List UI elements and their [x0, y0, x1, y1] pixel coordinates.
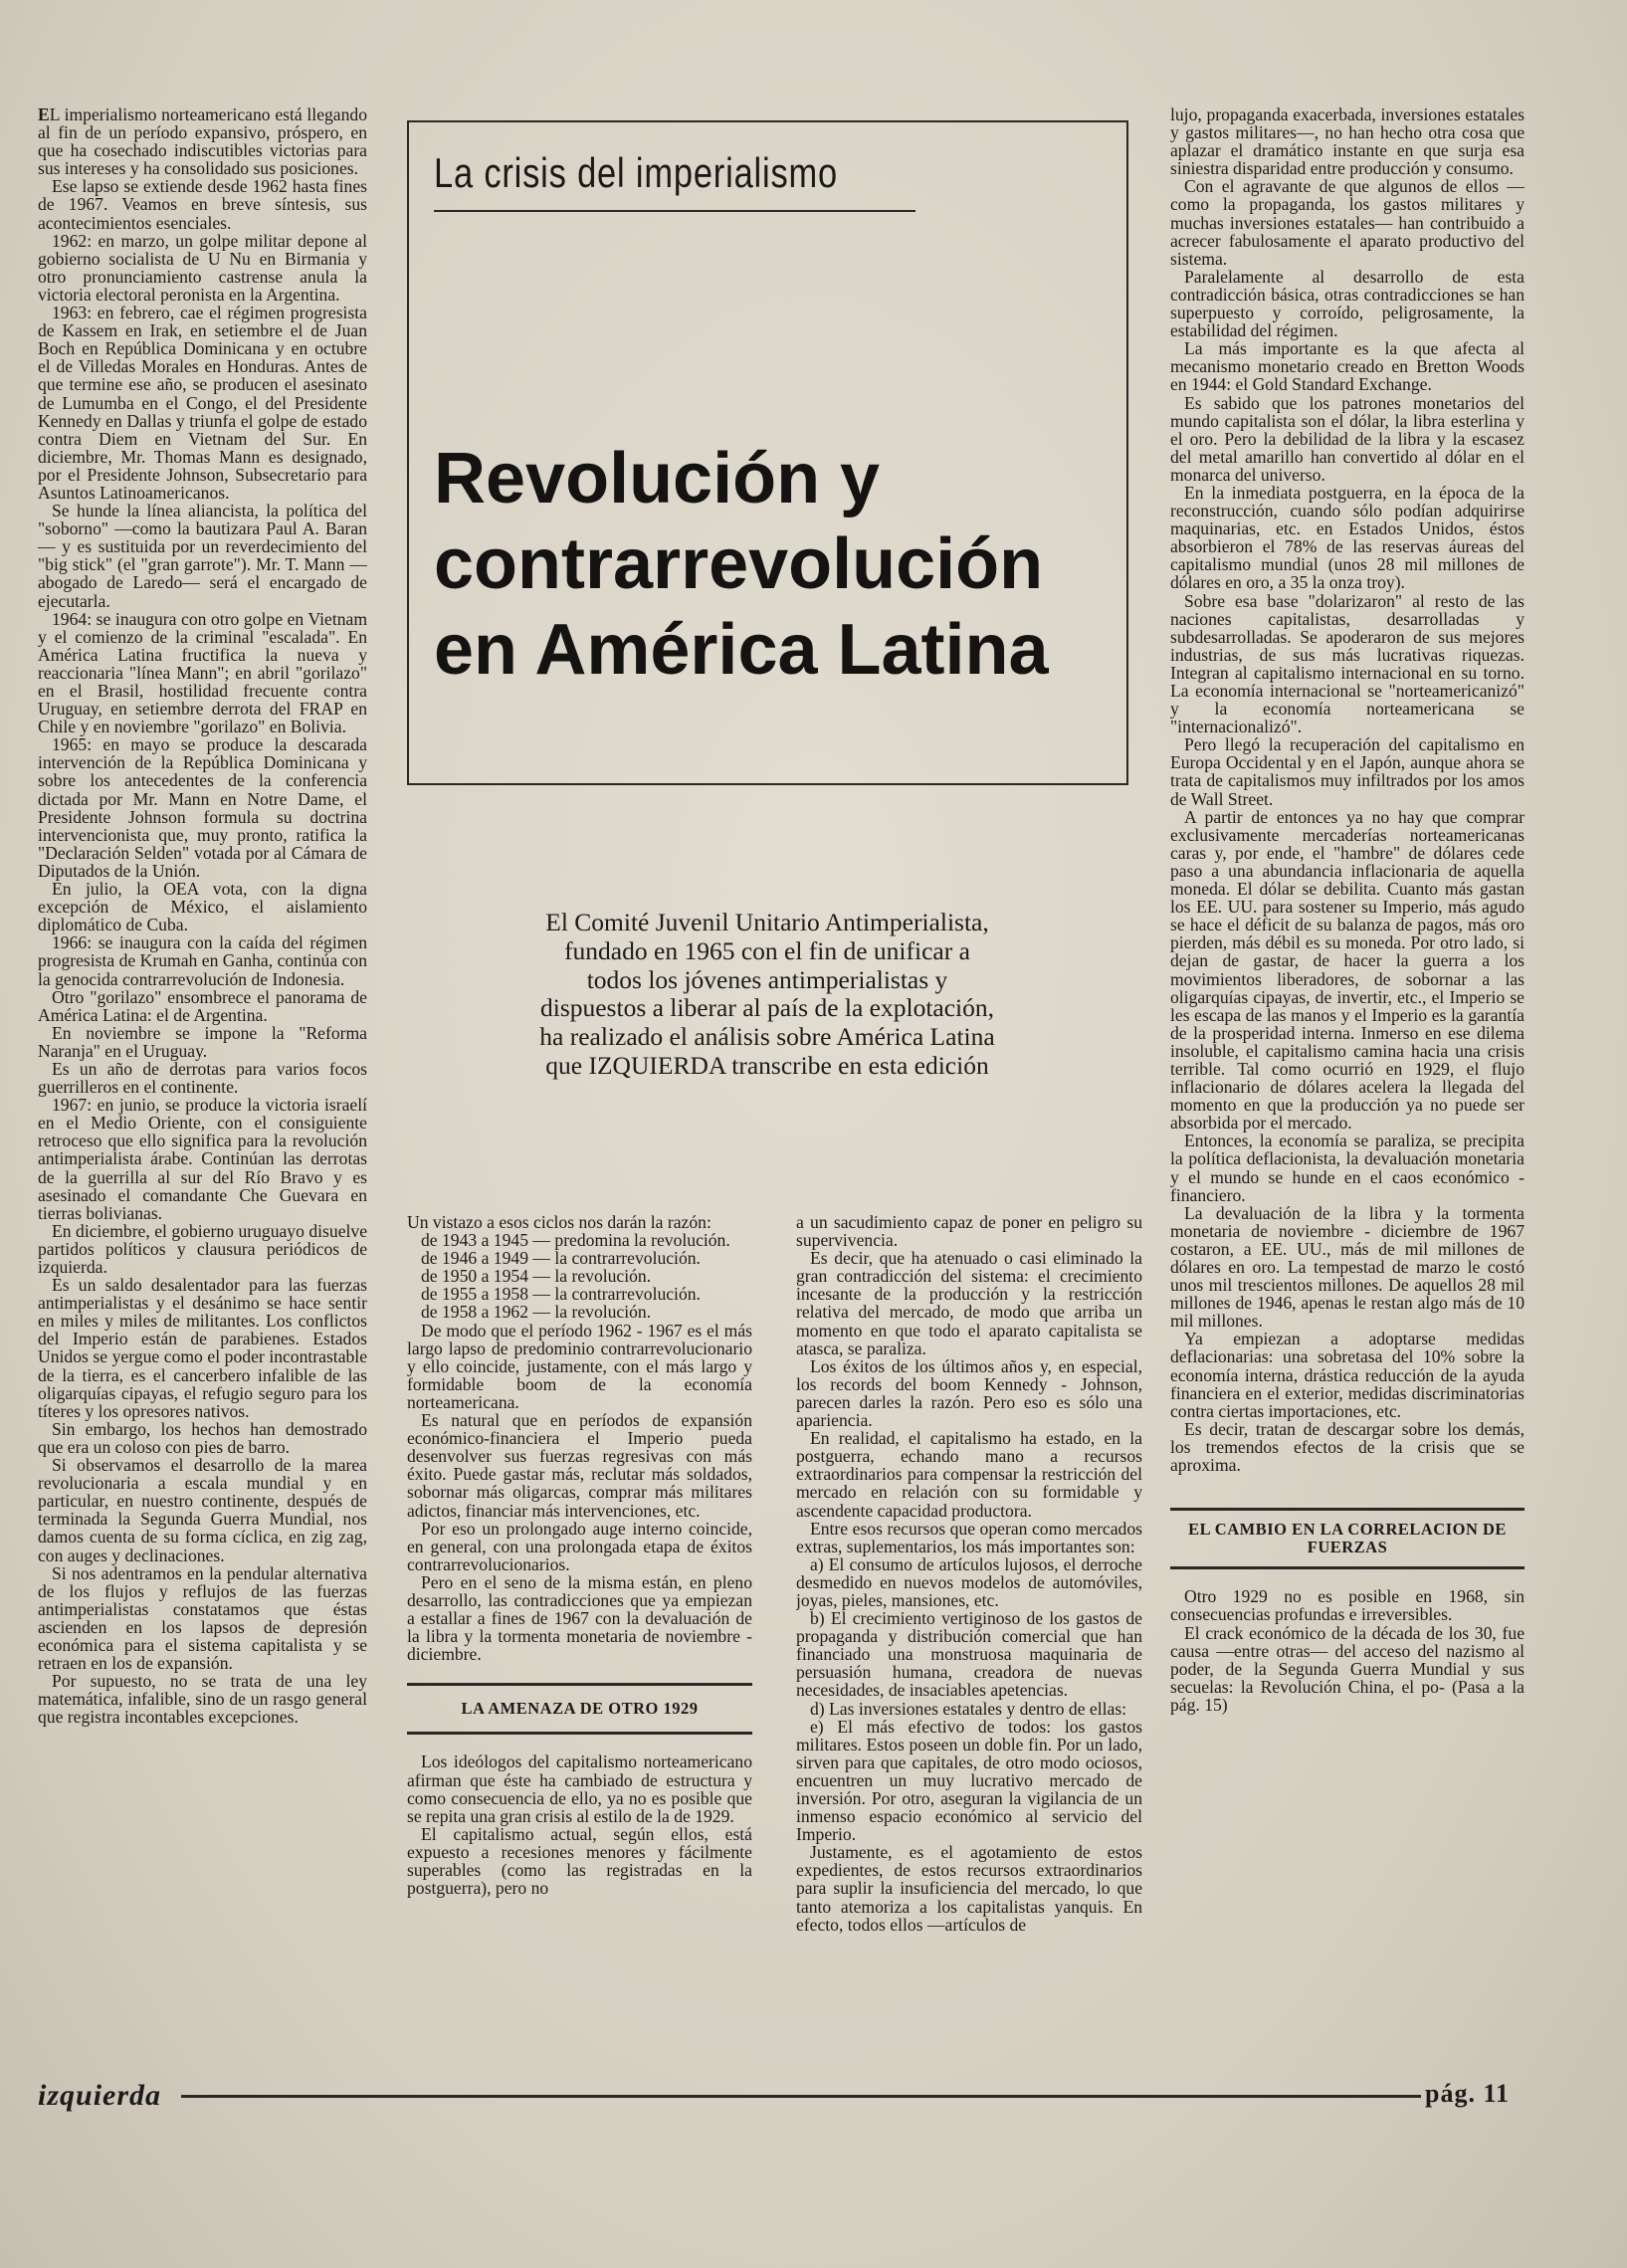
paragraph: Si nos adentramos en la pendular alternativa de los flujos y reflujos de las fuerzas antimperialistas constatamos que éstas ascienden en los lapsos de depresión económica para el sistema capitalista y se retraen en los de expansión. [38, 1562, 367, 1674]
drop-cap: E [38, 105, 50, 124]
cycle-text: la contrarrevolución. [554, 1284, 701, 1305]
paragraph: 1964: se inaugura con otro golpe en Vietnam y el comienzo de la criminal "escalada". En América Latina fructifica la nueva y reaccionaria "línea Mann"; en abril "gorilazo" en el Brasil, hostilidad frecuente contra Uruguay, en setiembre derrota del FRAP en Chile y en noviembre "gorilazo" en Bolivia. [38, 608, 367, 737]
cycle-text: la contrarrevolución. [554, 1248, 701, 1269]
section-rule-top [1170, 1508, 1525, 1511]
headline-line-3: en América Latina [434, 610, 1049, 690]
kicker-underline [434, 210, 915, 212]
article-deck: El Comité Juvenil Unitario Antimperialista, fundado en 1965 con el fin de unificar a todos los jóvenes antimperialistas y dispuestos a liberar al país de la explotación, ha realizado el análisis sobre América Latina que IZQUIERDA transcribe en esta edición [539, 908, 995, 1080]
paragraph: Otro 1929 no es posible en 1968, sin consecuencias profundas e irreversibles. [1170, 1586, 1525, 1625]
cycle-years: de 1946 a 1949 [421, 1248, 528, 1269]
paragraph: Es un saldo desalentador para las fuerzas antimperialistas y el desánimo se hace sentir en miles y miles de militantes. Los conflictos del Imperio están de parabienes. Estados Unidos se yergue como el poder incontrastable de la tierra, es el cancerbero infalible de las oligarquías cipayas, el refugio seguro para los títeres y los opresores nativos. [38, 1275, 367, 1421]
paragraph: Entonces, la economía se paraliza, se precipita la política deflacionista, la devaluación monetaria y el mundo se hunde en el caos económico - financiero. [1170, 1131, 1525, 1205]
paragraph: Con el agravante de que algunos de ellos —como la propaganda, los gastos militares y muchas inversiones estatales— han contribuido a acrecer fabulosamente el aparato productivo del sistema. [1170, 176, 1525, 269]
headline-line-2: contrarrevolución [434, 524, 1044, 604]
headline-line-1: Revolución y [434, 439, 881, 518]
section-rule-bottom [407, 1732, 752, 1735]
cycle-line [407, 1303, 752, 1321]
paragraph: El capitalismo actual, según ellos, está expuesto a recesiones menores y fácilmente superables (como las registradas en la postguerra), pero no [407, 1823, 752, 1899]
article-column-4 [1170, 105, 1525, 2076]
article-column-1 [38, 105, 367, 2076]
paragraph: En la inmediata postguerra, en la época de la reconstrucción, cuando sólo podían adquirirse maquinarias, etc. en Estados Unidos, éstos absorbieron el 78% de las reservas áureas del capitalismo mundial (unos 28 mil millones de dólares en oro, a 35 la onza troy). [1170, 482, 1525, 593]
page-number: pág. 11 [1425, 2079, 1511, 2108]
cycle-years: de 1958 a 1962 [421, 1302, 528, 1323]
paragraph-text: L imperialismo norteamericano está llegando al fin de un período expansivo, próspero, en que ha cosechado indiscutibles victorias para sus intereses y ha consolidado sus posiciones. [38, 105, 367, 179]
paragraph [38, 105, 367, 177]
paragraph: Entre esos recursos que operan como mercados extras, suplementarios, los más importantes son: [796, 1518, 1142, 1556]
paragraph: 1963: en febrero, cae el régimen progresista de Kassem en Irak, en setiembre el de Juan Boch en República Dominicana y en octubre el de Villedas Morales en Honduras. Antes de que termine ese año, se producen el asesinato de Lumumba en el Congo, el del Presidente Kennedy en Dallas y triunfa el golpe de estado contra Diem en Vietnam del Sur. En diciembre, Mr. Thomas Mann es designado, por el Presidente Johnson, Subsecretario para Asuntos Latinoamericanos. [38, 303, 367, 503]
paragraph: Sin embargo, los hechos han demostrado que era un coloso con pies de barro. [38, 1418, 367, 1457]
paragraph: La devaluación de la libra y la tormenta monetaria de noviembre - diciembre de 1967 costaron, a EE. UU., más de mil millones de dólares en oro. La tempestad de marzo le costó unos mil trescientos millones. De aquellos 28 mil millones de 1946, apenas le restan algo más de 10 mil millones. [1170, 1202, 1525, 1332]
paragraph: a) El consumo de artículos lujosos, el derroche desmedido en nuevos modelos de automóviles, joyas, pieles, mansiones, etc. [796, 1553, 1142, 1610]
paragraph: Es decir, tratan de descargar sobre los demás, los tremendos efectos de la crisis que se aproxima. [1170, 1418, 1525, 1476]
paragraph: Ese lapso se extiende desde 1962 hasta fines de 1967. Veamos en breve síntesis, sus acontecimientos esenciales. [38, 176, 367, 233]
cycle-line [407, 1267, 752, 1285]
paragraph: lujo, propaganda exacerbada, inversiones estatales y gastos militares—, no han hecho otra cosa que aplazar el dramático instante en que surja esa siniestra disparidad entre producción y consumo. [1170, 105, 1525, 179]
paragraph: 1967: en junio, se produce la victoria israelí en el Medio Oriente, con el consiguiente retroceso que ello significa para la revolución antimperialista árabe. Continúan las derrotas de la guerrilla al sur del Río Bravo y es asesinado el comandante Che Guevara en tierras bolivianas. [38, 1095, 367, 1223]
paragraph: e) El más efectivo de todos: los gastos militares. Estos poseen un doble fin. Por un lado, sirven para que capitales, de otro modo ociosos, encuentren un muy lucrativo mercado de inversión. Por otro, aseguran la vigilancia de un inmenso espacio económico al servicio del Imperio. [796, 1716, 1142, 1845]
cycle-line [407, 1231, 752, 1249]
cycle-dash: — [528, 1302, 555, 1323]
paragraph: Es un año de derrotas para varios focos guerrilleros en el continente. [38, 1058, 367, 1098]
paragraph: En realidad, el capitalismo ha estado, en la postguerra, echando mano a recursos extraordinarios para compensar la restricción del mercado en relación con su formidable y ascendente capacidad productora. [796, 1428, 1142, 1521]
section-rule-top [407, 1683, 752, 1686]
paragraph: Se hunde la línea aliancista, la política del "soborno" —como la bautizara Paul A. Baran— y es sustituida por un reverdecimiento del "big stick" (el "gran garrote"). Mr. T. Mann —abogado de Laredo— será el encargado de ejecutarla. [38, 501, 367, 611]
paragraph: A partir de entonces ya no hay que comprar exclusivamente mercaderías norteamericanas caras y, por ende, el "hambre" de dólares cede paso a una abundancia inflacionaria de aquella moneda. El dólar se debilita. Cuanto más gastan los EE. UU. para sostener su Imperio, más agudo se hace el déficit de su balanza de pagos, más oro pierden, más débil es su moneda. Por otro lado, si dejan de gastar, de hacer la guerra a los movimientos liberadores, de sobornar a las oligarquías cipayas, de invertir, etc., el Imperio se les escapa de las manos y el Imperio es la garantía de la prosperidad interna. Inmerso en ese dilema insoluble, el capitalismo camina hacia una crisis terrible. Tal como ocurrió en 1929, el flujo inflacionario de dólares acelera la llegada del momento en que la producción ya no puede ser absorbida por el mercado. [1170, 806, 1525, 1134]
paragraph: a un sacudimiento capaz de poner en peligro su supervivencia. [796, 1213, 1142, 1251]
paragraph: Un vistazo a esos ciclos nos darán la razón: [407, 1213, 712, 1232]
paragraph: Otro "gorilazo" ensombrece el panorama de América Latina: el de Argentina. [38, 986, 367, 1025]
cycle-years: de 1955 a 1958 [421, 1284, 528, 1305]
paragraph: Ya empiezan a adoptarse medidas deflacionarias: una sobretasa del 10% sobre la economía interna, drástica reducción de la ayuda financiera en el exterior, medidas discriminatorias contra ciertas importaciones, etc. [1170, 1329, 1525, 1421]
paragraph: 1962: en marzo, un golpe militar depone al gobierno socialista de U Nu en Birmania y otro pronunciamiento castrense anula la victoria electoral peronista en la Argentina. [38, 230, 367, 305]
section-rule-bottom [1170, 1566, 1525, 1569]
paragraph: Si observamos el desarrollo de la marea revolucionaria a escala mundial y en particular, en nuestro continente, después de terminada la Segunda Guerra Mundial, nos damos cuenta de su forma cíclica, en zig zag, con auges y declinaciones. [38, 1455, 367, 1565]
magazine-name: izquierda [38, 2079, 162, 2112]
cycle-text: la revolución. [554, 1302, 652, 1323]
paragraph: En julio, la OEA vota, con la digna excepción de México, el aislamiento diplomático de Cuba. [38, 879, 367, 935]
paragraph: Sobre esa base "dolarizaron" al resto de las naciones capitalistas, desarrolladas y subdesarrolladas. Se apoderaron de sus mejores industrias, de sus más lucrativas riquezas. Integran al capitalismo internacional en su torno. La economía internacional se "norteamericanizó" y la economía norteamericana se "internacionalizó". [1170, 590, 1525, 737]
paragraph: Los ideólogos del capitalismo norteamericano afirman que éste ha cambiado de estructura y como consecuencia de ello, ya no es posible que se repita una gran crisis al estilo de la de 1929. [407, 1752, 752, 1826]
footer-rule [181, 2095, 1421, 2098]
paragraph: En noviembre se impone la "Reforma Naranja" en el Uruguay. [38, 1022, 367, 1061]
paragraph: Es sabido que los patrones monetarios del mundo capitalista son el dólar, la libra esterlina y el oro. Pero la debilidad de la libra y la escasez del metal amarillo han convertido al dólar en el monarca del universo. [1170, 392, 1525, 485]
section-kicker: La crisis del imperialismo [434, 149, 839, 196]
cycle-years: de 1950 a 1954 [421, 1266, 528, 1287]
paragraph: Es decir, que ha atenuado o casi eliminado la gran contradicción del sistema: el crecimiento incesante de la producción y la restricción relativa del mercado, de modo que arriba un momento en que todo el aparato capitalista se atasca, se paraliza. [796, 1248, 1142, 1358]
cycle-line [407, 1285, 752, 1303]
cycle-line [407, 1249, 752, 1267]
section-heading: EL CAMBIO EN LA CORRELACION DE FUERZAS [1188, 1520, 1507, 1557]
cycle-dash: — [528, 1230, 555, 1251]
paragraph: Justamente, es el agotamiento de estos expedientes, de estos recursos extraordinarios para suplir la insuficiencia del mercado, lo que tanto atemoriza a los capitalistas yanquis. En efecto, todos ellos —artículos de [796, 1842, 1142, 1935]
paragraph: La más importante es la que afecta al mecanismo monetario creado en Bretton Woods en 1944: el Gold Standard Exchange. [1170, 338, 1525, 395]
cycle-text: la revolución. [554, 1266, 652, 1287]
paragraph: Por eso un prolongado auge interno coincide, en general, con una prolongada etapa de éxitos contrarrevolucionarios. [407, 1518, 752, 1574]
article-column-3 [796, 1213, 1142, 2055]
paragraph: Pero llegó la recuperación del capitalismo en Europa Occidental y en el Japón, aunque ahora se trata de capitalismos muy infiltrados por los amos de Wall Street. [1170, 734, 1525, 809]
cycle-years: de 1943 a 1945 [421, 1230, 528, 1251]
paragraph: Paralelamente al desarrollo de esta contradicción básica, otras contradicciones se han superpuesto y corroído, peligrosamente, la estabilidad del régimen. [1170, 266, 1525, 341]
paragraph: 1966: se inaugura con la caída del régimen progresista de Krumah en Ganha, continúa con la genocida contrarrevolución de Indonesia. [38, 932, 367, 989]
paragraph: b) El crecimiento vertiginoso de los gastos de propaganda y distribución comercial que han financiado una monstruosa maquinaria de persuasión humana, creadora de nuevas necesidades, de insaciables apetencias. [796, 1608, 1142, 1701]
cycle-dash: — [528, 1266, 555, 1287]
paragraph: En diciembre, el gobierno uruguayo disuelve partidos políticos y clausura periódicos de izquierda. [38, 1220, 367, 1277]
article-headline [434, 436, 1130, 693]
cycle-text: predomina la revolución. [554, 1230, 730, 1251]
paragraph: 1965: en mayo se produce la descarada intervención de la República Dominicana y sobre los antecedentes de la conferencia dictada por Mr. Mann en Notre Dame, el Presidente Johnson formula su doctrina intervencionista que, muy pronto, ratifica la "Declaración Selden" votada por al Cámara de Diputados de la Unión. [38, 734, 367, 881]
paragraph: Los éxitos de los últimos años y, en especial, los records del boom Kennedy - Johnson, parecen darles la razón. Pero eso es sólo una apariencia. [796, 1355, 1142, 1431]
cycle-dash: — [528, 1284, 555, 1305]
cycle-dash: — [528, 1248, 555, 1269]
section-heading: LA AMENAZA DE OTRO 1929 [461, 1699, 699, 1719]
paragraph: d) Las inversiones estatales y dentro de ellas: [810, 1698, 1127, 1719]
paragraph: De modo que el período 1962 - 1967 es el más largo lapso de predominio contrarrevolucionario y ello coincide, justamente, con el más largo y formidable boom de la economía norteamericana. [407, 1320, 752, 1412]
paragraph: Pero en el seno de la misma están, en pleno desarrollo, las contradicciones que ya empiezan a estallar a fines de 1967 con la devaluación de la libra y la tormenta monetaria de noviembre - diciembre. [407, 1571, 752, 1665]
paragraph: Es natural que en períodos de expansión económico-financiera el Imperio pueda desenvolver sus fuerzas regresivas con más éxito. Puede gastar más, reclutar más soldados, sobornar más oligarcas, comprar más militares adictos, financiar más intervenciones, etc. [407, 1410, 752, 1521]
paragraph: El crack económico de la década de los 30, fue causa —entre otras— del acceso del nazismo al poder, de la Segunda Guerra Mundial y sus secuelas: la Revolución China, el po- (Pasa a la pág. 15) [1170, 1622, 1525, 1715]
article-column-2 [407, 1213, 752, 2055]
paragraph: Por supuesto, no se trata de una ley matemática, infalible, sino de un rasgo general que registra incontables excepciones. [38, 1671, 367, 1728]
